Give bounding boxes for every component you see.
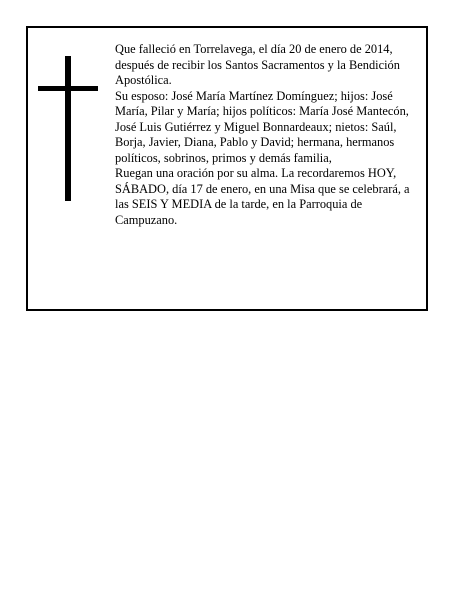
cross-icon	[38, 56, 98, 201]
family-paragraph: Su esposo: José María Martínez Domínguez; hijos: José María, Pilar y María; hijos políticos: María José Mantecón, José Luis Gutiérrez y Miguel Bonnardeaux; nietos: Saúl, Borja, Javier, Diana, Pablo y David; hermana, hermanos políticos, sobrinos, primos y demás familia,	[115, 88, 409, 165]
cross-vertical-bar	[65, 56, 71, 201]
obituary-notice	[26, 26, 428, 311]
mass-announcement-paragraph: Ruegan una oración por su alma. La recordaremos HOY, SÁBADO, día 17 de enero, en una Misa que se celebrará, a las SEIS Y MEDIA de la tarde, en la Parroquia de Campuzano.	[115, 166, 410, 227]
notice-text	[115, 42, 425, 228]
cross-horizontal-bar	[38, 86, 98, 91]
death-announcement-paragraph: Que falleció en Torrelavega, el día 20 de enero de 2014, después de recibir los Santos Sacramentos y la Bendición Apostólica.	[115, 42, 400, 87]
